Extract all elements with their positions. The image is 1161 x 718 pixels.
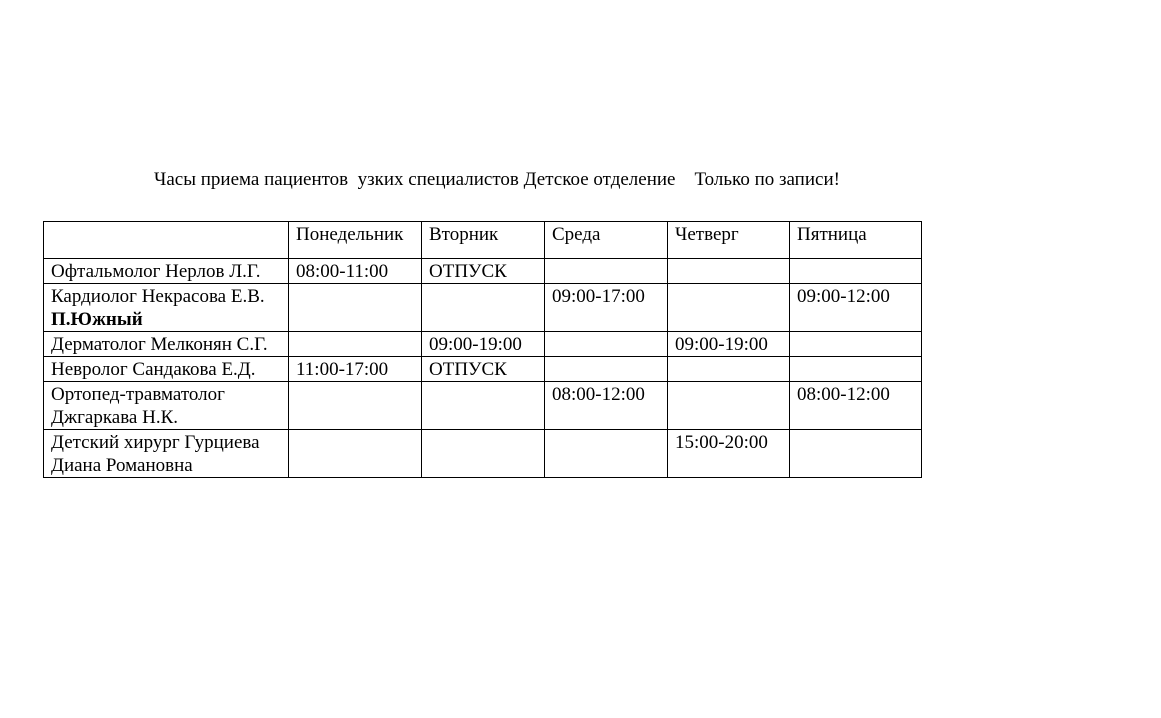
monday-cell bbox=[289, 332, 422, 357]
tuesday-cell bbox=[422, 382, 545, 430]
tuesday-cell: ОТПУСК bbox=[422, 357, 545, 382]
monday-cell: 08:00-11:00 bbox=[289, 259, 422, 284]
specialist-cell: Дерматолог Мелконян С.Г. bbox=[44, 332, 289, 357]
wednesday-cell: 08:00-12:00 bbox=[545, 382, 668, 430]
tuesday-cell: 09:00-19:00 bbox=[422, 332, 545, 357]
header-row bbox=[44, 222, 922, 259]
wednesday-cell bbox=[545, 430, 668, 478]
table-row bbox=[44, 332, 922, 357]
monday-cell bbox=[289, 284, 422, 332]
tuesday-cell bbox=[422, 284, 545, 332]
thursday-cell bbox=[668, 259, 790, 284]
table-row bbox=[44, 430, 922, 478]
table-row bbox=[44, 357, 922, 382]
table-row bbox=[44, 259, 922, 284]
monday-cell: 11:00-17:00 bbox=[289, 357, 422, 382]
thursday-cell bbox=[668, 284, 790, 332]
table-row bbox=[44, 284, 922, 332]
specialist-cell: Офтальмолог Нерлов Л.Г. bbox=[44, 259, 289, 284]
friday-cell: 09:00-12:00 bbox=[790, 284, 922, 332]
header-cell-tuesday: Вторник bbox=[422, 222, 545, 259]
thursday-cell: 09:00-19:00 bbox=[668, 332, 790, 357]
specialist-cell: Невролог Сандакова Е.Д. bbox=[44, 357, 289, 382]
tuesday-cell bbox=[422, 430, 545, 478]
specialist-cell: Детский хирург Гурциева Диана Романовна bbox=[44, 430, 289, 478]
thursday-cell: 15:00-20:00 bbox=[668, 430, 790, 478]
wednesday-cell bbox=[545, 259, 668, 284]
friday-cell bbox=[790, 332, 922, 357]
friday-cell bbox=[790, 430, 922, 478]
tuesday-cell: ОТПУСК bbox=[422, 259, 545, 284]
specialist-cell bbox=[44, 284, 289, 332]
header-cell-specialist bbox=[44, 222, 289, 259]
friday-cell: 08:00-12:00 bbox=[790, 382, 922, 430]
friday-cell bbox=[790, 357, 922, 382]
header-cell-monday: Понедельник bbox=[289, 222, 422, 259]
specialist-location-note: П.Южный bbox=[51, 309, 143, 330]
thursday-cell bbox=[668, 382, 790, 430]
header-cell-friday: Пятница bbox=[790, 222, 922, 259]
wednesday-cell: 09:00-17:00 bbox=[545, 284, 668, 332]
table-row bbox=[44, 382, 922, 430]
header-cell-thursday: Четверг bbox=[668, 222, 790, 259]
thursday-cell bbox=[668, 357, 790, 382]
document-title: Часы приема пациентов узких специалистов Детское отделение Только по записи! bbox=[154, 169, 840, 190]
monday-cell bbox=[289, 382, 422, 430]
wednesday-cell bbox=[545, 357, 668, 382]
friday-cell bbox=[790, 259, 922, 284]
monday-cell bbox=[289, 430, 422, 478]
specialist-name: Кардиолог Некрасова Е.В. bbox=[51, 286, 265, 307]
wednesday-cell bbox=[545, 332, 668, 357]
specialist-cell: Ортопед-травматолог Джгаркава Н.К. bbox=[44, 382, 289, 430]
schedule-table bbox=[43, 221, 922, 478]
header-cell-wednesday: Среда bbox=[545, 222, 668, 259]
